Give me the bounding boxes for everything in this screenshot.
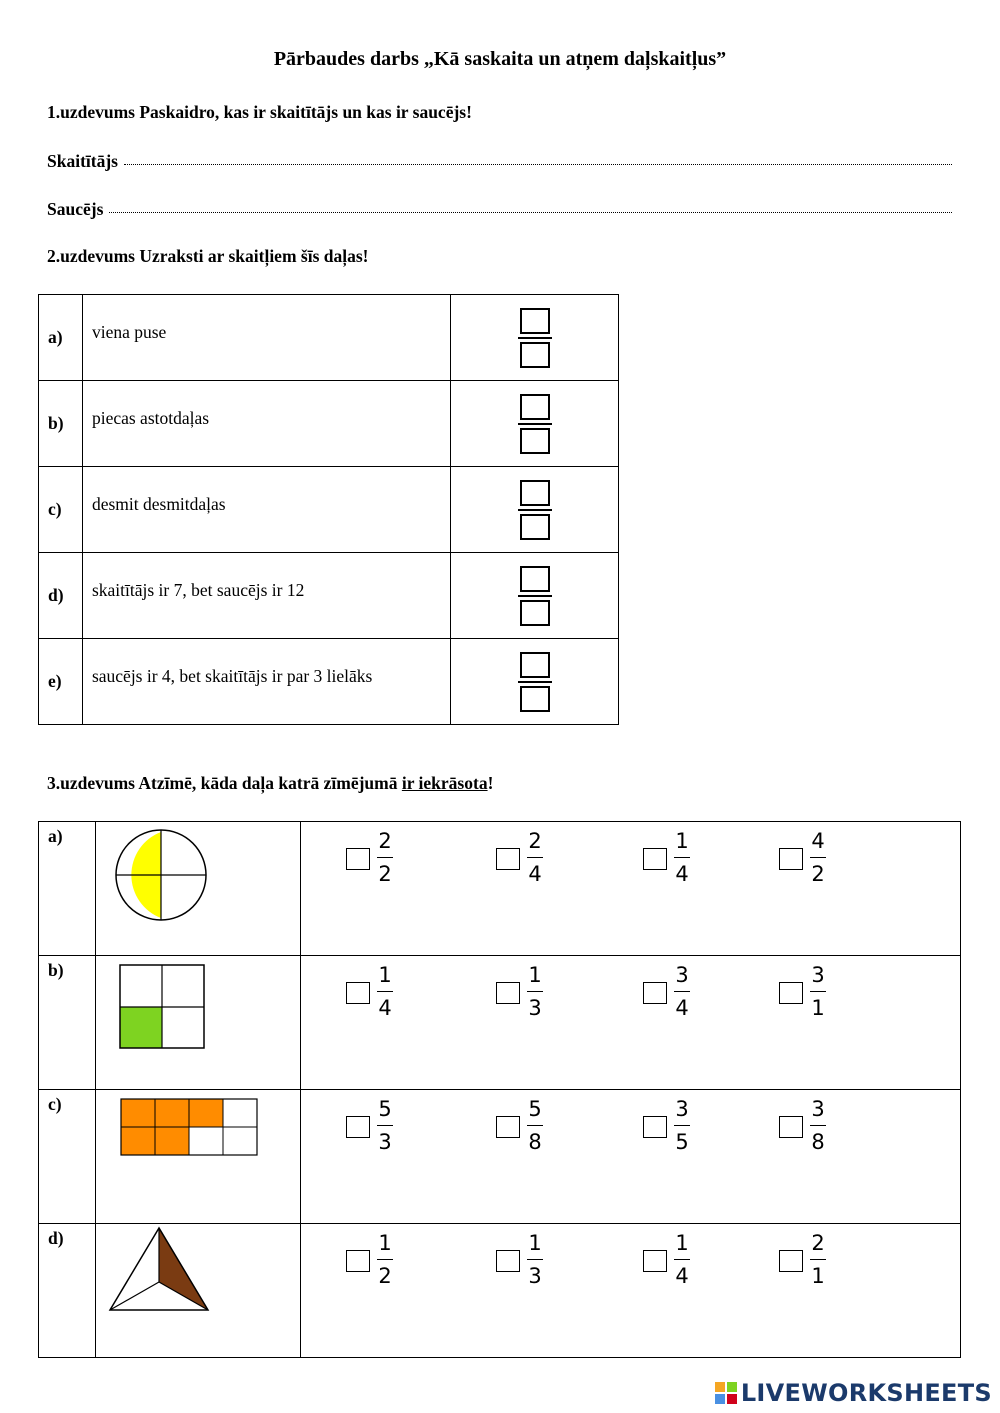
denominator-input-box[interactable] — [520, 428, 550, 454]
answer-option[interactable] — [496, 1096, 543, 1155]
task2-answer-cell — [451, 639, 619, 725]
fraction-numerator: 4 — [811, 829, 825, 853]
answer-checkbox[interactable] — [496, 982, 520, 1004]
answer-option[interactable] — [779, 1096, 826, 1155]
numerator-input-box[interactable] — [520, 652, 550, 678]
answer-checkbox[interactable] — [643, 982, 667, 1004]
grid-shaded-cell — [120, 1007, 162, 1048]
fraction-bar — [810, 1259, 826, 1260]
task2-row-text: viena puse — [82, 295, 450, 381]
fraction-denominator: 8 — [528, 1130, 542, 1154]
fraction-denominator: 8 — [811, 1130, 825, 1154]
task3-options-cell — [301, 822, 961, 956]
task3-table — [38, 821, 961, 1358]
task3-row — [39, 956, 961, 1090]
fraction-bar — [518, 509, 552, 511]
task2-row-label: e) — [39, 639, 83, 725]
task2-row-label: a) — [39, 295, 83, 381]
answer-checkbox[interactable] — [496, 1116, 520, 1138]
task3-row-label: c) — [39, 1090, 96, 1224]
task2-row-label: d) — [39, 553, 83, 639]
triangle-figure — [96, 1224, 300, 1357]
answer-option[interactable] — [496, 962, 543, 1021]
fraction-numerator: 1 — [675, 1231, 689, 1255]
denominator-answer-line[interactable] — [109, 200, 952, 213]
task3-row — [39, 1090, 961, 1224]
fraction-option — [674, 1096, 690, 1155]
fraction-option — [810, 1230, 826, 1289]
task3-row — [39, 822, 961, 956]
answer-option[interactable] — [643, 1096, 690, 1155]
answer-option[interactable] — [346, 828, 393, 887]
answer-option[interactable] — [779, 1230, 826, 1289]
answer-option[interactable] — [779, 828, 826, 887]
fraction-numerator: 1 — [378, 1231, 392, 1255]
fraction-numerator: 1 — [528, 963, 542, 987]
fraction-denominator: 3 — [528, 996, 542, 1020]
fraction-numerator: 1 — [528, 1231, 542, 1255]
task2-row — [39, 553, 619, 639]
grid-shaded-cell — [155, 1127, 189, 1155]
answer-checkbox[interactable] — [779, 982, 803, 1004]
numerator-input-box[interactable] — [520, 480, 550, 506]
fraction-option — [674, 828, 690, 887]
fraction-bar — [810, 1125, 826, 1126]
fraction-option — [810, 828, 826, 887]
fraction-input — [518, 652, 552, 712]
task3-heading-underlined: ir iekrāsota — [401, 773, 488, 793]
fraction-denominator: 4 — [675, 862, 689, 886]
fraction-denominator: 2 — [378, 1264, 392, 1288]
numerator-label: Skaitītājs — [47, 151, 118, 171]
answer-option[interactable] — [779, 962, 826, 1021]
fraction-numerator: 5 — [528, 1097, 542, 1121]
fraction-bar — [674, 991, 690, 992]
answer-checkbox[interactable] — [779, 1116, 803, 1138]
task3-heading-end: ! — [487, 773, 494, 793]
answer-checkbox[interactable] — [643, 1250, 667, 1272]
task2-row-text: piecas astotdaļas — [82, 381, 450, 467]
fraction-numerator: 1 — [378, 963, 392, 987]
answer-checkbox[interactable] — [346, 982, 370, 1004]
fraction-bar — [518, 337, 552, 339]
answer-checkbox[interactable] — [496, 848, 520, 870]
fraction-bar — [810, 991, 826, 992]
fraction-option — [527, 828, 543, 887]
fraction-option — [810, 1096, 826, 1155]
task2-row-label: b) — [39, 381, 83, 467]
fraction-input — [518, 394, 552, 454]
numerator-answer-row — [47, 151, 952, 172]
answer-checkbox[interactable] — [779, 848, 803, 870]
numerator-input-box[interactable] — [520, 308, 550, 334]
answer-option[interactable] — [643, 1230, 690, 1289]
fraction-bar — [527, 991, 543, 992]
fraction-bar — [518, 595, 552, 597]
task3-options-cell — [301, 1090, 961, 1224]
fraction-bar — [518, 423, 552, 425]
grid-shaded-cell — [189, 1099, 223, 1127]
answer-checkbox[interactable] — [779, 1250, 803, 1272]
rectangle-grid-figure — [96, 1090, 300, 1223]
denominator-input-box[interactable] — [520, 342, 550, 368]
fraction-denominator: 4 — [528, 862, 542, 886]
task3-row — [39, 1224, 961, 1358]
task3-picture-cell — [96, 956, 301, 1090]
grid-shaded-cell — [155, 1099, 189, 1127]
fraction-denominator: 1 — [811, 996, 825, 1020]
fraction-denominator: 3 — [528, 1264, 542, 1288]
numerator-input-box[interactable] — [520, 394, 550, 420]
task2-answer-cell — [451, 381, 619, 467]
answer-checkbox[interactable] — [346, 848, 370, 870]
fraction-denominator: 2 — [811, 862, 825, 886]
task2-row-text: skaitītājs ir 7, bet saucējs ir 12 — [82, 553, 450, 639]
denominator-input-box[interactable] — [520, 514, 550, 540]
task1-heading: 1.uzdevums Paskaidro, kas ir skaitītājs un kas ir saucējs! — [47, 102, 472, 122]
square-grid-figure — [96, 956, 300, 1089]
fraction-input — [518, 308, 552, 368]
fraction-option — [377, 962, 393, 1021]
fraction-bar — [527, 857, 543, 858]
fraction-denominator: 2 — [378, 862, 392, 886]
page-title: Pārbaudes darbs „Kā saskaita un atņem daļskaitļus” — [273, 48, 727, 70]
task3-options-cell — [301, 1224, 961, 1358]
numerator-answer-line[interactable] — [124, 152, 952, 165]
circle-figure — [96, 822, 300, 955]
fraction-option — [377, 828, 393, 887]
task2-row — [39, 295, 619, 381]
task2-row — [39, 639, 619, 725]
fraction-option — [377, 1230, 393, 1289]
fraction-bar — [377, 857, 393, 858]
fraction-numerator: 2 — [378, 829, 392, 853]
answer-checkbox[interactable] — [643, 1116, 667, 1138]
task2-heading: 2.uzdevums Uzraksti ar skaitļiem šīs daļas! — [47, 246, 369, 266]
fraction-bar — [377, 991, 393, 992]
task3-row-label: d) — [39, 1224, 96, 1358]
denominator-answer-row — [47, 199, 952, 220]
task3-options-cell — [301, 956, 961, 1090]
answer-option[interactable] — [496, 1230, 543, 1289]
logo-mark-icon — [715, 1382, 737, 1404]
denominator-input-box[interactable] — [520, 686, 550, 712]
fraction-bar — [527, 1125, 543, 1126]
fraction-bar — [674, 857, 690, 858]
task3-picture-cell — [96, 822, 301, 956]
fraction-denominator: 4 — [378, 996, 392, 1020]
fraction-bar — [674, 1259, 690, 1260]
fraction-numerator: 2 — [811, 1231, 825, 1255]
fraction-option — [527, 1096, 543, 1155]
task2-row — [39, 381, 619, 467]
answer-option[interactable] — [496, 828, 543, 887]
fraction-option — [674, 962, 690, 1021]
grid-shaded-cell — [121, 1127, 155, 1155]
fraction-bar — [518, 681, 552, 683]
task3-picture-cell — [96, 1224, 301, 1358]
answer-checkbox[interactable] — [643, 848, 667, 870]
task3-row-label: b) — [39, 956, 96, 1090]
fraction-option — [377, 1096, 393, 1155]
fraction-denominator: 3 — [378, 1130, 392, 1154]
task2-row-label: c) — [39, 467, 83, 553]
answer-option[interactable] — [643, 962, 690, 1021]
answer-checkbox[interactable] — [346, 1250, 370, 1272]
task2-answer-cell — [451, 295, 619, 381]
grid-shaded-cell — [121, 1099, 155, 1127]
answer-option[interactable] — [346, 1096, 393, 1155]
logo-text: LIVEWORKSHEETS — [740, 1379, 992, 1407]
fraction-numerator: 3 — [811, 963, 825, 987]
denominator-label: Saucējs — [47, 199, 104, 219]
fraction-input — [518, 566, 552, 626]
task2-table — [38, 294, 619, 725]
answer-option[interactable] — [346, 962, 393, 1021]
fraction-bar — [377, 1125, 393, 1126]
fraction-bar — [377, 1259, 393, 1260]
fraction-input — [518, 480, 552, 540]
fraction-bar — [674, 1125, 690, 1126]
fraction-option — [527, 962, 543, 1021]
fraction-option — [674, 1230, 690, 1289]
answer-checkbox[interactable] — [346, 1116, 370, 1138]
fraction-numerator: 2 — [528, 829, 542, 853]
answer-option[interactable] — [346, 1230, 393, 1289]
fraction-bar — [810, 857, 826, 858]
fraction-denominator: 1 — [811, 1264, 825, 1288]
fraction-option — [810, 962, 826, 1021]
answer-checkbox[interactable] — [496, 1250, 520, 1272]
task3-picture-cell — [96, 1090, 301, 1224]
task2-row-text: saucējs ir 4, bet skaitītājs ir par 3 lielāks — [82, 639, 450, 725]
task3-heading-text: 3.uzdevums Atzīmē, kāda daļa katrā zīmējumā — [47, 773, 402, 793]
fraction-numerator: 1 — [675, 829, 689, 853]
task2-answer-cell — [451, 467, 619, 553]
fraction-denominator: 4 — [675, 996, 689, 1020]
numerator-input-box[interactable] — [520, 566, 550, 592]
task3-row-label: a) — [39, 822, 96, 956]
fraction-bar — [527, 1259, 543, 1260]
fraction-option — [527, 1230, 543, 1289]
liveworksheets-logo — [715, 1379, 992, 1407]
fraction-numerator: 5 — [378, 1097, 392, 1121]
fraction-denominator: 5 — [675, 1130, 689, 1154]
fraction-numerator: 3 — [675, 1097, 689, 1121]
denominator-input-box[interactable] — [520, 600, 550, 626]
task3-heading — [47, 773, 493, 794]
task2-row — [39, 467, 619, 553]
fraction-numerator: 3 — [811, 1097, 825, 1121]
fraction-numerator: 3 — [675, 963, 689, 987]
fraction-denominator: 4 — [675, 1264, 689, 1288]
answer-option[interactable] — [643, 828, 690, 887]
task2-row-text: desmit desmitdaļas — [82, 467, 450, 553]
task2-answer-cell — [451, 553, 619, 639]
